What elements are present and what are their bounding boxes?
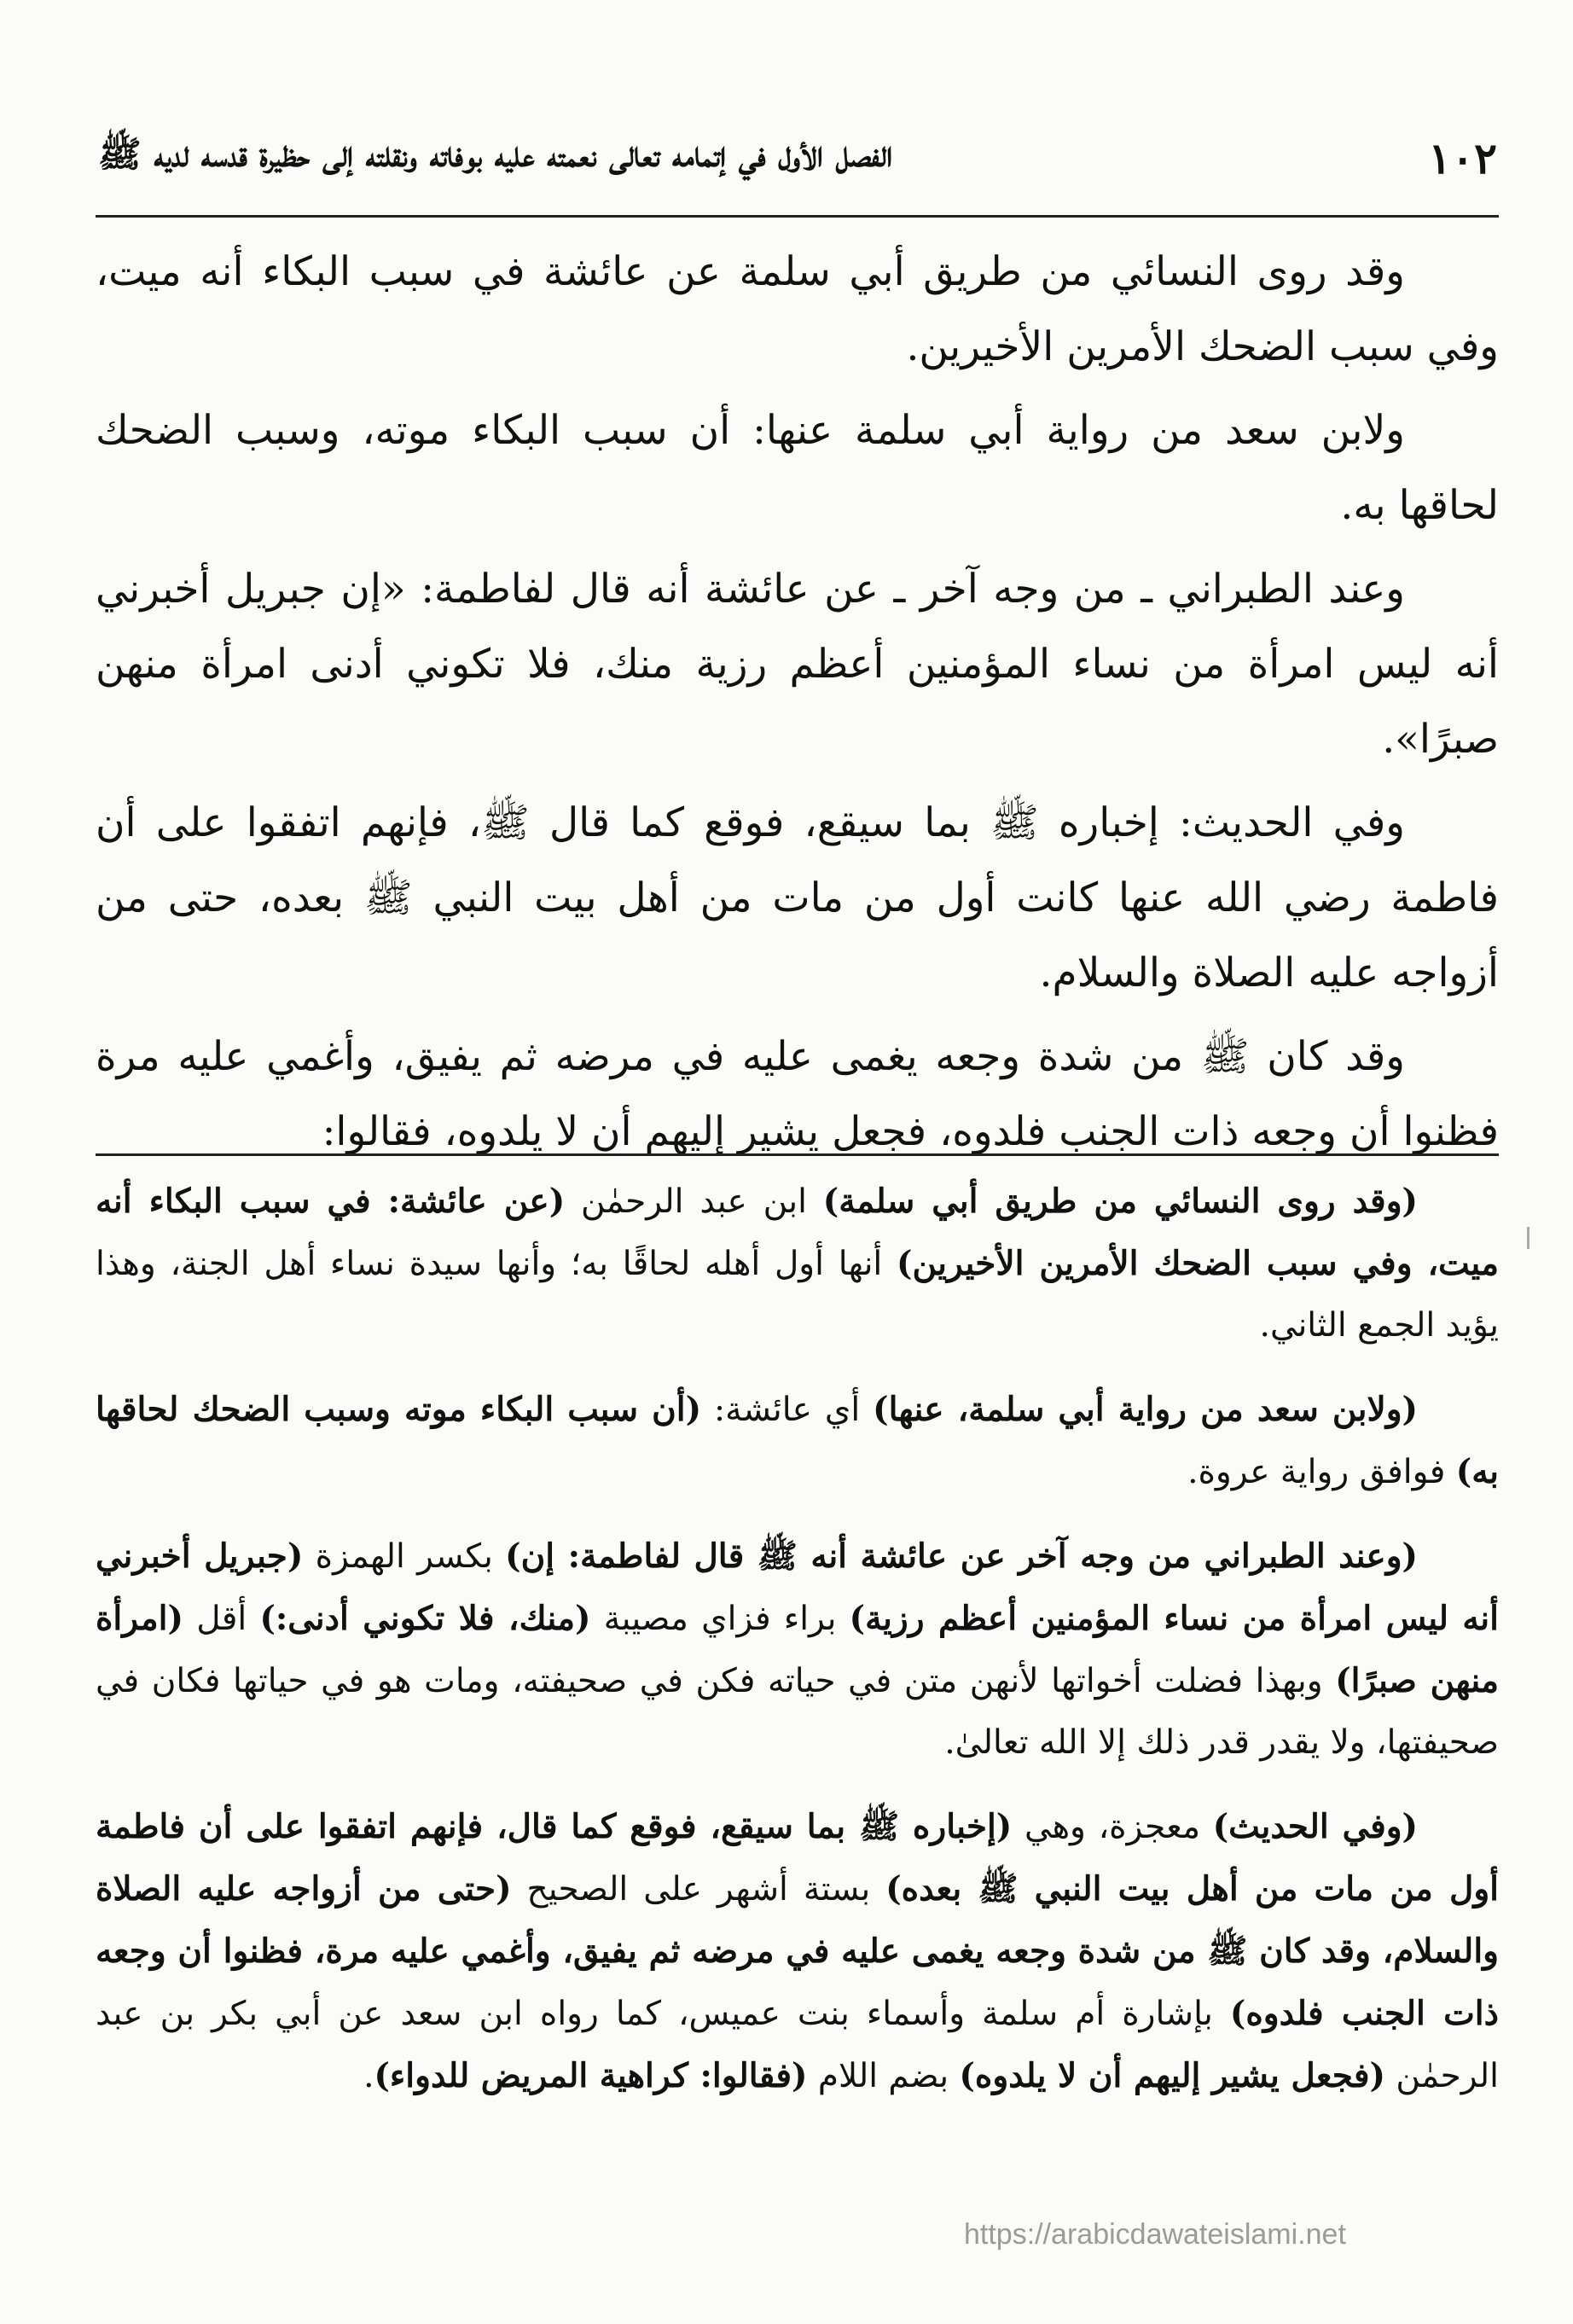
commentary-paragraph [96,1525,1499,1774]
explanation-text: بضم اللام [807,2057,960,2095]
explanation-text: أقل [183,1600,260,1638]
quoted-text: (جبريل أخبرني أنه ليس امرأة من نساء المؤمنين أعظم رزية) [96,1537,1499,1638]
main-paragraph: وعند الطبراني ـ من وجه آخر ـ عن عائشة أنه قال لفاطمة: «إن جبريل أخبرني أنه ليس امرأة من نساء المؤمنين أعظم رزية منك، فلا تكوني أدنى امرأة منهن صبرًا». [96,566,1499,763]
page-header [98,128,1497,188]
commentary-paragraph [96,1171,1499,1357]
header-divider [96,215,1499,218]
quoted-text: (وفي الحديث) [1212,1807,1419,1846]
explanation-text: بستة أشهر على الصحيح [511,1870,886,1909]
quoted-text: (امرأة منهن صبرًا) [96,1599,1499,1700]
quoted-text: (عن عائشة: في سبب البكاء أنه ميت، وفي سبب الضحك الأمرين الأخيرين) [96,1182,1499,1283]
explanation-text: بإشارة أم سلمة وأسماء بنت عميس، كما رواه ابن سعد عن أبي بكر بن عبد الرحمٰن [96,1995,1499,2095]
explanation-text: فوافق رواية عروة. [1187,1453,1456,1491]
main-paragraph: ولابن سعد من رواية أبي سلمة عنها: أن سبب البكاء موته، وسبب الضحك لحاقها به. [96,407,1499,529]
quoted-text: (وقد روى النسائي من طريق أبي سلمة) [822,1182,1418,1221]
main-paragraph: وقد كان ﷺ من شدة وجعه يغمى عليه في مرضه ثم يفيق، وأغمي عليه مرة فظنوا أن وجعه ذات الجنب فلدوه، فجعل يشير إليهم أن لا يلدوه، فقالوا: [96,1033,1499,1155]
main-paragraph: وفي الحديث: إخباره ﷺ بما سيقع، فوقع كما قال ﷺ، فإنهم اتفقوا على أن فاطمة رضي الله عنها كانت أول من مات من أهل بيت النبي ﷺ بعده، حتى من أزواجه عليه الصلاة والسلام. [96,799,1499,996]
quoted-text: (أن سبب البكاء موته وسبب الضحك لحاقها به) [96,1390,1499,1491]
quoted-text: (منك، فلا تكوني أدنى:) [259,1599,591,1638]
explanation-text: وبهذا فضلت أخواتها لأنهن متن في حياته فكن في صحيفته، ومات هو في حياتها فكان في صحيفتها، ولا يقدر قدر ذلك إلا الله تعالىٰ. [96,1662,1499,1762]
quoted-text: (فقالوا: كراهية المريض للدواء) [374,2056,808,2095]
quoted-text: (إخباره ﷺ بما سيقع، فوقع كما قال، فإنهم اتفقوا على أن فاطمة أول من مات من أهل بيت النبي ﷺ بعده) [96,1807,1499,1909]
chapter-title: الفصل الأول في إتمامه تعالى نعمته عليه بوفاته ونقلته إلى حظيرة قدسه لديه ﷺ [98,132,893,175]
commentary [96,1171,1499,2129]
commentary-divider [96,1153,1499,1156]
commentary-paragraph [96,1796,1499,2107]
explanation-text: أي عائشة: [701,1391,874,1429]
margin-mark [1527,1227,1529,1249]
explanation-text: ابن عبد الرحمٰن [565,1182,823,1221]
quoted-text: (وعند الطبراني من وجه آخر عن عائشة أنه ﷺ قال لفاطمة: إن) [505,1537,1418,1576]
explanation-text: براء فزاي مصيبة [590,1600,850,1638]
watermark-url: https://arabicdawateislami.net [964,2218,1346,2251]
explanation-text: بكسر الهمزة [303,1537,506,1576]
main-paragraph: وقد روى النسائي من طريق أبي سلمة عن عائشة في سبب البكاء أنه ميت، وفي سبب الضحك الأمرين الأخيرين. [96,248,1499,370]
quoted-text: (فجعل يشير إليهم أن لا يلدوه) [959,2056,1386,2095]
quoted-text: (ولابن سعد من رواية أبي سلمة، عنها) [873,1390,1418,1429]
explanation-text: أنها أول أهله لحاقًا به؛ وأنها سيدة نساء أهل الجنة، وهذا يؤيد الجمع الثاني. [96,1245,1499,1345]
commentary-paragraph [96,1379,1499,1503]
page-number: ١٠٢ [1428,132,1497,183]
explanation-text: . [363,2057,374,2095]
quoted-text: (حتى من أزواجه عليه الصلاة والسلام، وقد كان ﷺ من شدة وجعه يغمى عليه في مرضه ثم يفيق، وأغمي عليه مرة، فظنوا أن وجعه ذات الجنب فلدوه) [96,1869,1499,2033]
main-text [96,235,1499,1178]
explanation-text: معجزة، وهي [1012,1808,1213,1846]
